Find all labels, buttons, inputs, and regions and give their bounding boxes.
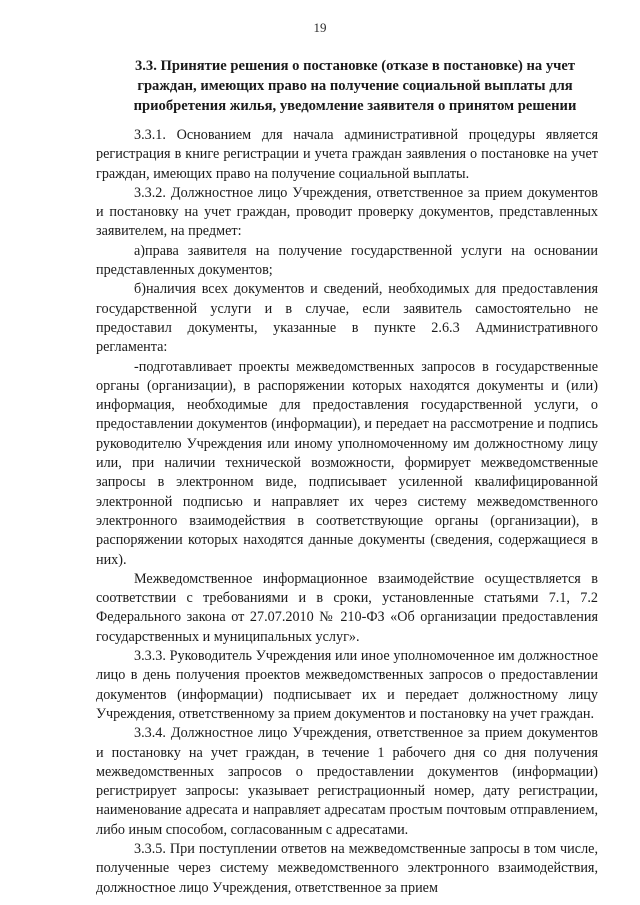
list-item-text: права заявителя на получение государственной услуги на основании представленных документов; (96, 242, 598, 279)
list-marker: а) (134, 242, 146, 259)
page-number: 19 (313, 20, 327, 35)
paragraph-interaction: Межведомственное информационное взаимодействие осуществляется в соответствии с требованиями и в сроки, установленные статьями 7.1, 7.2 Федерального закона от 27.07.2010 № 210-ФЗ «Об организации предоставления государственных и муниципальных услуг». (96, 570, 598, 645)
paragraph-3-3-4: 3.3.4. Должностное лицо Учреждения, ответственное за прием документов и постановку на учет граждан, в течение 1 рабочего дня со дня получения межведомственных запросов о предоставлении документов (информации) регистрирует запросы: указывает регистрационный номер, дату регистрации, наименование адресата и направляет адресатам простым почтовым отправлением, либо иным способом, согласованным с адресатами. (96, 725, 598, 838)
paragraph-3-3-2: 3.3.2. Должностное лицо Учреждения, ответственное за прием документов и постановку на учет граждан, проводит проверку документов, представленных заявителем, на предмет: (96, 184, 598, 240)
paragraph-3-3-3: 3.3.3. Руководитель Учреждения или иное уполномоченное им должностное лицо в день получения проектов межведомственных запросов о предоставлении документов (информации) подписывает их и передает должностному лицу Учреждения, ответственному за прием документов и постановку на учет граждан. (96, 648, 598, 722)
list-item-a (96, 242, 598, 281)
list-item-text: наличия всех документов и сведений, необходимых для предоставления государственной услуги и в случае, если заявитель самостоятельно не предоставил документы, указанные в пункте 2.6.3 Административного регламента: (96, 281, 598, 356)
paragraph-3-3-5: 3.3.5. При поступлении ответов на межведомственные запросы в том числе, полученные через систему межведомственного электронного взаимодействия, должностное лицо Учреждения, ответственное за прием (96, 840, 598, 896)
paragraph-3-3-1: 3.3.1. Основанием для начала административной процедуры является регистрация в книге регистрации и учета граждан заявления о постановке на учет граждан, имеющих право на получение социальной выплаты. (96, 127, 598, 182)
list-marker: - (134, 358, 139, 375)
list-item-dash (96, 358, 598, 570)
list-marker: б) (134, 281, 146, 298)
section-heading: 3.3. Принятие решения о постановке (отказе в постановке) на учет граждан, имеющих право на получение социальной выплаты для приобретения жилья, уведомление заявителя о принятом решении (133, 58, 577, 114)
list-item-text: подготавливает проекты межведомственных запросов в государственные органы (организации), в распоряжении которых находятся документы и (или) информация, необходимые для предоставления государственной услуги, о предоставлении документов (информации), и передает на рассмотрение и подпись руководителю Учреждения или иному уполномоченному им должностному лицу или, при наличии технической возможности, формирует межведомственные запросы в электронном виде, подписывает усиленной квалифицированной электронной подписью и направляет их через систему межведомственного электронного взаимодействия в соответствующие органы (организации), в распоряжении которых находятся данные документы (сведения, содержащиеся в них). (96, 358, 598, 568)
document-body (96, 126, 598, 898)
list-item-b (96, 280, 598, 357)
